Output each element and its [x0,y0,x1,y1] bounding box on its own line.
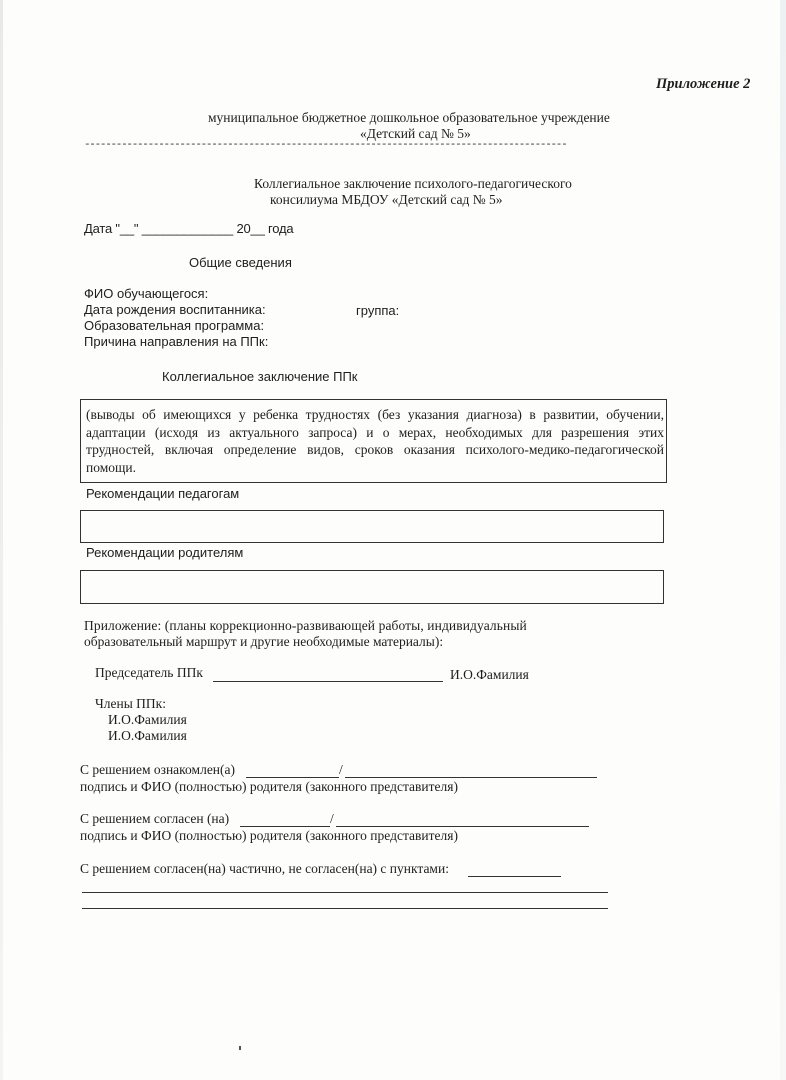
acquainted-label: С решением ознакомлен(а) [80,762,236,777]
agreed-slash: / [330,811,334,826]
teacher-recommendations-label: Рекомендации педагогам [86,486,240,501]
chairman-label: Председатель ППк [95,665,203,680]
member-name-1: И.О.Фамилия [108,712,187,727]
birth-date-label: Дата рождения воспитанника: [84,302,266,317]
agreed-caption: подпись и ФИО (полностью) родителя (законного представителя) [80,828,458,843]
date-line: Дата "__" _____________ 20__ года [84,221,294,236]
program-label: Образовательная программа: [84,318,265,333]
chairman-signature-line [213,681,443,682]
document-title-line2: консилиума МБДОУ «Детский сад № 5» [270,192,503,207]
agreed-label: С решением согласен (на) [80,811,230,826]
partial-points-line [468,876,561,877]
referral-reason-label: Причина направления на ППк: [84,334,269,349]
partial-details-line-1 [82,892,608,893]
student-name-label: ФИО обучающегося: [84,286,209,301]
acquainted-slash: / [339,762,343,777]
agreed-name-line [336,826,589,827]
partial-agreement-label: С решением согласен(на) частично, не согласен(на) с пунктами: [80,861,449,876]
institution-name: муниципальное бюджетное дошкольное образовательное учреждение [208,110,610,125]
header-separator: ------------------------------------------------------------------------------------------- [84,139,567,151]
institution-short-name: «Детский сад № 5» [360,126,471,141]
scan-edge-left [0,0,3,1080]
agreed-signature-line [240,826,330,827]
teacher-recommendations-box [80,510,664,543]
member-name-2: И.О.Фамилия [108,728,187,743]
group-label: группа: [356,303,400,318]
attachment-line2: образовательный маршрут и другие необходимые материалы): [84,634,444,649]
general-info-heading: Общие сведения [189,255,292,270]
conclusion-heading: Коллегиальное заключение ППк [162,369,358,384]
acquainted-signature-line [246,777,339,778]
acquainted-caption: подпись и ФИО (полностью) родителя (законного представителя) [80,779,458,794]
members-label: Члены ППк: [95,696,166,711]
parent-recommendations-box [80,570,664,604]
document-title-line1: Коллегиальное заключение психолого-педагогического [254,176,572,191]
appendix-label: Приложение 2 [656,76,751,92]
parent-recommendations-label: Рекомендации родителям [86,545,244,560]
conclusion-text: (выводы об имеющихся у ребенка трудностях (без указания диагноза) в развитии, обучении, адаптации (исходя из актуального запроса) и о мерах, необходимых для разрешения этих трудностей, включая определение видов, сроков оказания психолого-медико-педагогической помощи. [86,407,664,475]
acquainted-name-line [345,777,597,778]
scan-speck [239,1046,241,1050]
chairman-name: И.О.Фамилия [450,667,529,682]
partial-details-line-2 [82,908,608,909]
scan-edge-right [780,0,786,1080]
attachment-line1: Приложение: (планы коррекционно-развивающей работы, индивидуальный [84,618,527,633]
